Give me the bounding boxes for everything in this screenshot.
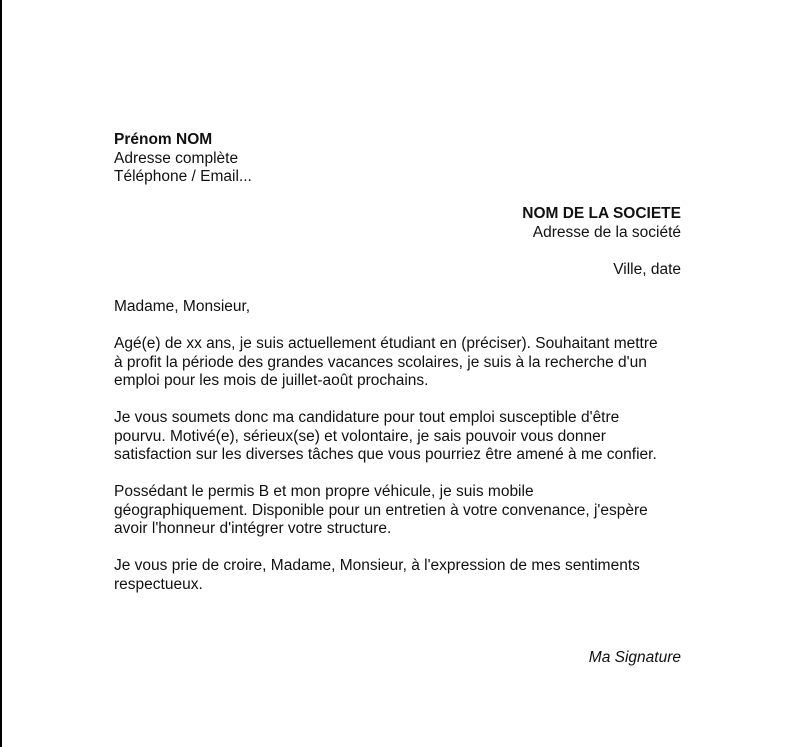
- place-date: [613, 261, 681, 280]
- paragraph-line: Je vous prie de croire, Madame, Monsieur, à l'expression de mes sentiments: [114, 557, 640, 574]
- salutation-text: Madame, Monsieur,: [114, 298, 251, 315]
- closing-paragraph: [114, 557, 682, 594]
- recipient-address: Adresse de la société: [532, 223, 681, 241]
- sender-name: Prénom NOM: [114, 131, 213, 148]
- paragraph-line: respectueux.: [114, 575, 203, 593]
- paragraph-line: satisfaction sur les diverses tâches que vous pourriez être amené à me confier.: [114, 446, 657, 463]
- paragraph-3: [114, 483, 682, 539]
- recipient-company: NOM DE LA SOCIETE: [522, 205, 681, 222]
- sender-block: [114, 131, 682, 187]
- paragraph-line: Je vous soumets donc ma candidature pour tout emploi susceptible d'être: [114, 409, 620, 426]
- salutation: [114, 298, 682, 317]
- signature-block: [589, 649, 681, 668]
- paragraph-line: Agé(e) de xx ans, je suis actuellement étudiant en (préciser). Souhaitant mettre: [114, 335, 658, 352]
- sender-address: Adresse complète: [114, 149, 239, 167]
- place-date-text: Ville, date: [613, 261, 681, 278]
- paragraph-2: [114, 409, 682, 465]
- paragraph-line: à profit la période des grandes vacances scolaires, je suis à la recherche d'un: [114, 353, 647, 371]
- page-left-border: [0, 0, 2, 747]
- paragraph-line: géographiquement. Disponible pour un entretien à votre convenance, j'espère: [114, 501, 648, 519]
- recipient-block: [522, 205, 681, 242]
- paragraph-line: Possédant le permis B et mon propre véhicule, je suis mobile: [114, 483, 534, 500]
- paragraph-line: pourvu. Motivé(e), sérieux(se) et volontaire, je sais pouvoir vous donner: [114, 427, 606, 445]
- paragraph-line: emploi pour les mois de juillet-août prochains.: [114, 372, 429, 389]
- paragraph-line: avoir l'honneur d'intégrer votre structure.: [114, 520, 392, 537]
- paragraph-1: [114, 335, 682, 391]
- signature: Ma Signature: [588, 649, 681, 666]
- sender-contact: Téléphone / Email...: [114, 168, 252, 185]
